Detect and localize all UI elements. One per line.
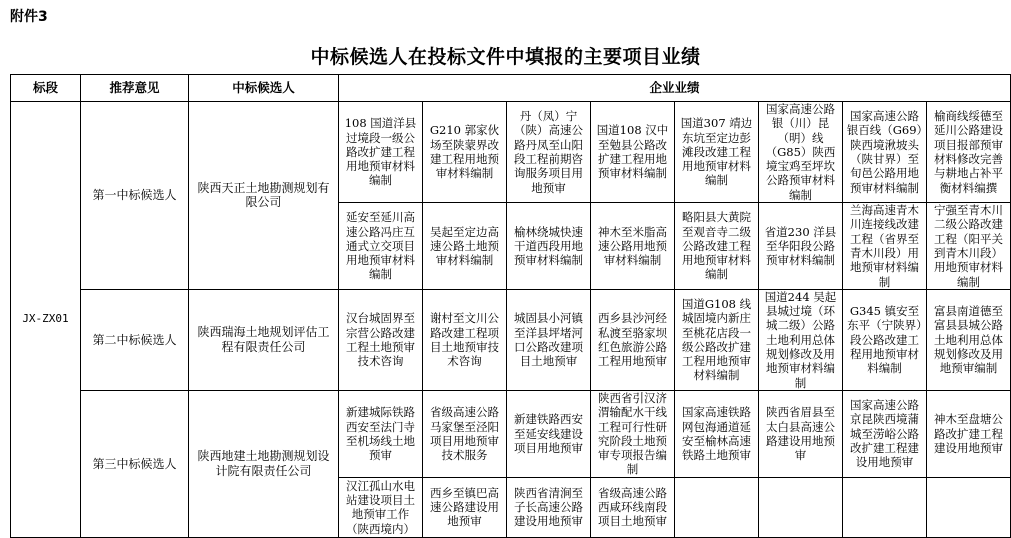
project-cell: G210 郭家伙场至陕蒙界改建工程用地预审材料编制 <box>423 102 507 203</box>
project-cell: 国道G108 线城固境内新庄至桃花店段一级公路改扩建工程用地预审材料编制 <box>675 289 759 390</box>
header-segment: 标段 <box>11 75 81 102</box>
project-cell: 西乡至镇巴高速公路建设用地预审 <box>423 477 507 537</box>
project-cell: 陕西省眉县至太白县高速公路建设用地预审 <box>759 390 843 477</box>
project-cell: 城固县小河镇至洋县坪堵河口公路改建项目土地预审 <box>507 289 591 390</box>
project-cell: 宁强至青木川二级公路改建工程（阳平关到青木川段）用地预审材料编制 <box>927 203 1011 290</box>
recommendation-cell: 第二中标候选人 <box>81 289 189 390</box>
project-cell: 国道244 吴起县城过境（环城二级）公路土地利用总体规划修改及用地预审材料编制 <box>759 289 843 390</box>
project-cell: 108 国道洋县过境段一级公路改扩建工程用地预审材料编制 <box>339 102 423 203</box>
project-cell: 神木至米脂高速公路用地预审材料编制 <box>591 203 675 290</box>
project-cell: 榆商线绥德至延川公路建设项目报部预审材料修改完善与耕地占补平衡材料编撰 <box>927 102 1011 203</box>
project-cell: 国道307 靖边东坑至定边彭滩段改建工程用地预审材料编制 <box>675 102 759 203</box>
project-cell: 延安至延川高速公路冯庄互通式立交项目用地预审材料编制 <box>339 203 423 290</box>
project-cell: 国家高速公路银百线（G69）陕西境湫坡头（陕甘界）至旬邑公路用地预审材料编制 <box>843 102 927 203</box>
recommendation-cell: 第三中标候选人 <box>81 390 189 537</box>
candidate-name-cell: 陕西天正土地勘测规划有限公司 <box>189 102 339 290</box>
project-cell: 新建铁路西安至延安线建设项目用地预审 <box>507 390 591 477</box>
empty-cell <box>927 477 1011 537</box>
attachment-label: 附件3 <box>10 9 48 25</box>
project-cell: 神木至盘塘公路改扩建工程建设用地预审 <box>927 390 1011 477</box>
recommendation-cell: 第一中标候选人 <box>81 102 189 290</box>
table-row <box>11 289 1011 390</box>
project-cell: 西乡县沙河经私渡至骆家坝红色旅游公路工程用地预审 <box>591 289 675 390</box>
empty-cell <box>759 477 843 537</box>
project-cell: 丹（凤）宁（陕）高速公路丹凤至山阳段工程前期咨询服务项目用地预审 <box>507 102 591 203</box>
project-cell: 谢村至文川公路改建工程项目土地预审技术咨询 <box>423 289 507 390</box>
header-row <box>11 75 1011 102</box>
empty-cell <box>675 477 759 537</box>
project-cell: 省道230 洋县至华阳段公路预审材料编制 <box>759 203 843 290</box>
table-row <box>11 390 1011 477</box>
header-recommendation: 推荐意见 <box>81 75 189 102</box>
project-cell: 汉江孤山水电站建设项目土地预审工作（陕西境内） <box>339 477 423 537</box>
empty-cell <box>843 477 927 537</box>
project-cell: 汉台城固界至宗营公路改建工程土地预审技术咨询 <box>339 289 423 390</box>
header-performance: 企业业绩 <box>339 75 1011 102</box>
project-cell: 陕西省引汉济渭输配水干线工程可行性研究阶段土地预审专项报告编制 <box>591 390 675 477</box>
project-cell: G345 镇安至东平（宁陕界）段公路改建工程用地预审材料编制 <box>843 289 927 390</box>
candidate-name-cell: 陕西瑞海土地规划评估工程有限责任公司 <box>189 289 339 390</box>
project-cell: 新建城际铁路西安至法门寺至机场线土地预审 <box>339 390 423 477</box>
header-candidate: 中标候选人 <box>189 75 339 102</box>
project-cell: 国家高速公路京昆陕西境蒲城至涝峪公路改扩建工程建设用地预审 <box>843 390 927 477</box>
project-cell: 略阳县大黄院至观音寺二级公路改建工程用地预审材料编制 <box>675 203 759 290</box>
project-cell: 吴起至定边高速公路土地预审材料编制 <box>423 203 507 290</box>
project-cell: 省级高速公路马家堡至泾阳项目用地预审技术服务 <box>423 390 507 477</box>
project-cell: 富县南道德至富县县城公路土地利用总体规划修改及用地预审编制 <box>927 289 1011 390</box>
project-cell: 国道108 汉中至勉县公路改扩建工程用地预审材料编制 <box>591 102 675 203</box>
project-cell: 国家高速公路银（川）昆（明）线（G85）陕西境宝鸡至坪坎公路预审材料编制 <box>759 102 843 203</box>
project-cell: 兰海高速青木川连接线改建工程（省界至青木川段）用地预审材料编制 <box>843 203 927 290</box>
candidate-name-cell: 陕西地建土地勘测规划设计院有限责任公司 <box>189 390 339 537</box>
project-cell: 陕西省清涧至子长高速公路建设用地预审 <box>507 477 591 537</box>
page-title: 中标候选人在投标文件中填报的主要项目业绩 <box>310 46 701 68</box>
performance-table <box>10 74 1011 538</box>
project-cell: 国家高速铁路网包海通道延安至榆林高速铁路土地预审 <box>675 390 759 477</box>
project-cell: 榆林绕城快速干道西段用地预审材料编制 <box>507 203 591 290</box>
table-row <box>11 102 1011 203</box>
segment-cell: JX-ZX01 <box>11 102 81 538</box>
project-cell: 省级高速公路西咸环线南段项目土地预审 <box>591 477 675 537</box>
